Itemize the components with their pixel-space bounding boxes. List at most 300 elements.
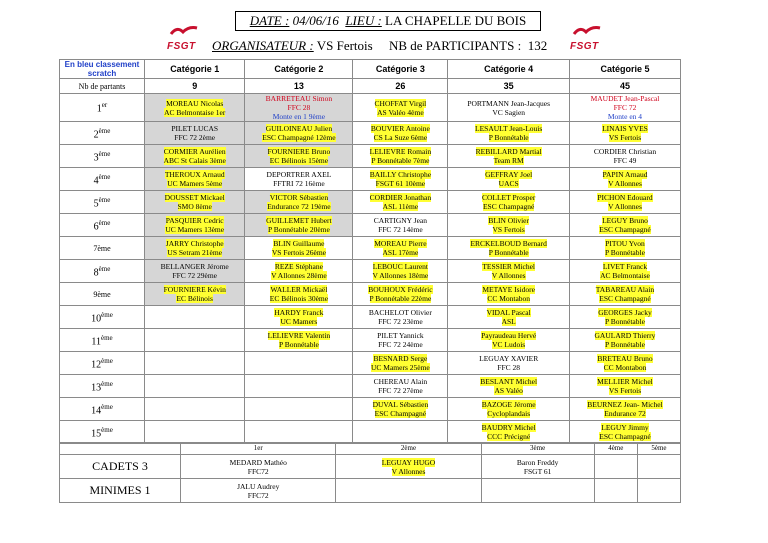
- rank-cell: [60, 260, 145, 283]
- rider-club: P Bonnétable: [488, 133, 529, 142]
- rider-club: P Bonnétable 20ème: [268, 225, 330, 234]
- rank-cell: [60, 191, 145, 214]
- rider-entry: [479, 354, 538, 372]
- partants-count: 26: [353, 79, 448, 94]
- rider-club: ESC Champagné: [374, 409, 427, 418]
- rider-entry: [171, 124, 218, 142]
- rider-entry: [374, 216, 427, 234]
- rider-name: GUILOINEAU Julien: [265, 124, 333, 133]
- rank-suffix: ème: [101, 425, 113, 434]
- rider-name: BAUDRY Michel: [481, 423, 536, 432]
- rider-club: VC Ludois: [492, 340, 526, 349]
- result-cell: [145, 94, 245, 122]
- rider-club: CS La Suze 6ème: [373, 133, 428, 142]
- results-row: [60, 260, 681, 283]
- result-cell: [569, 94, 680, 122]
- rider-name: FOURNIERE Bruno: [267, 147, 331, 156]
- rider-entry: [599, 216, 650, 234]
- result-cell: [569, 329, 680, 352]
- rider-name: BAZOGE Jérome: [481, 400, 536, 409]
- result-cell: [448, 122, 570, 145]
- rank-suffix: ème: [101, 356, 113, 365]
- rider-club: VS Fertois: [608, 133, 642, 142]
- rider-note: Monte en 4: [607, 112, 643, 121]
- rider-name: CORDIER Christian: [593, 147, 657, 156]
- rider-club: FFC72: [247, 466, 269, 476]
- rider-name: MOREAU Nicolas: [166, 98, 224, 108]
- result-cell: [353, 329, 448, 352]
- rider-club: FSGT 61: [523, 466, 552, 476]
- rank-number: 15: [91, 428, 102, 440]
- rider-entry: [470, 239, 546, 257]
- rider-name: ERCKELBOUD Bernard: [470, 239, 547, 248]
- rider-club: ABC St Calais 3ème: [163, 156, 226, 165]
- youth-result-cell: [181, 455, 336, 479]
- result-cell: [569, 398, 680, 421]
- result-cell: [145, 260, 245, 283]
- result-cell: [245, 94, 353, 122]
- rider-entry: [602, 124, 648, 142]
- result-cell: [353, 191, 448, 214]
- rider-entry: [237, 482, 279, 500]
- rank-cell: [60, 237, 145, 260]
- rider-name: BLIN Olivier: [488, 216, 529, 225]
- rider-club: US Setram 21ème: [167, 248, 222, 257]
- rider-entry: [594, 147, 656, 165]
- rider-entry: [596, 285, 654, 303]
- rider-club: P Bonnétable: [278, 340, 319, 349]
- logo-text: FSGT: [570, 41, 599, 52]
- place-header: 2ème: [336, 443, 481, 455]
- rider-entry: [165, 193, 225, 211]
- rider-entry: [482, 285, 535, 303]
- rider-entry: [598, 308, 652, 326]
- result-cell: [245, 283, 353, 306]
- youth-result-cell: [481, 479, 594, 503]
- result-cell: [569, 283, 680, 306]
- rank-cell: [60, 168, 145, 191]
- rider-entry: [597, 377, 653, 395]
- result-cell: [569, 122, 680, 145]
- result-cell: [448, 306, 570, 329]
- rider-name: PORTMANN Jean-Jacques: [467, 98, 550, 108]
- rider-name: THEROUX Arnaud: [164, 170, 225, 179]
- rider-name: GAULARD Thierry: [594, 331, 656, 340]
- rider-club: CC Montabon: [487, 294, 531, 303]
- rider-name: COLLET Prosper: [481, 193, 536, 202]
- rank-number: 14: [91, 405, 102, 417]
- rank-suffix: ème: [98, 126, 111, 135]
- rider-name: MELLIER Michel: [597, 377, 653, 386]
- rider-club: V Allonnes: [391, 466, 426, 476]
- result-cell: [353, 94, 448, 122]
- rider-club: CCC Précigné: [487, 432, 531, 441]
- rider-name: BESNARD Serge: [373, 354, 428, 363]
- rider-entry: [597, 193, 652, 211]
- rider-club: ASL 11ème: [382, 202, 419, 211]
- rider-club: Endurance 72: [604, 409, 646, 418]
- rider-name: LEGUAY HUGO: [381, 457, 436, 467]
- result-cell: [145, 145, 245, 168]
- rider-name: VIDAL Pascal: [486, 308, 531, 317]
- youth-row: [60, 455, 681, 479]
- header-organisateur: [212, 38, 547, 54]
- rider-name: PILET LUCAS: [171, 124, 219, 133]
- rider-entry: [271, 262, 327, 280]
- rider-name: LINAIS YVES: [602, 124, 648, 133]
- rank-number: 7ème: [93, 243, 111, 253]
- rider-entry: [266, 216, 331, 234]
- results-row: [60, 283, 681, 306]
- rider-entry: [370, 193, 431, 211]
- result-cell: [448, 398, 570, 421]
- rider-club: P Bonnétable: [605, 340, 645, 349]
- rider-entry: [382, 458, 435, 476]
- rider-club: ESC Champagné: [599, 225, 651, 234]
- rider-club: P Bonnétable: [605, 248, 645, 257]
- rider-entry: [373, 400, 429, 418]
- rider-club: ESC Champagné: [482, 202, 535, 211]
- rider-entry: [165, 170, 225, 188]
- org-label: ORGANISATEUR :: [212, 38, 314, 53]
- youth-result-cell: [481, 455, 594, 479]
- results-row: [60, 122, 681, 145]
- category-header: Catégorie 2: [245, 60, 353, 79]
- place-header: 1er: [181, 443, 336, 455]
- rider-club: VS Fertois: [608, 386, 642, 395]
- result-cell: [448, 145, 570, 168]
- partants-count: 13: [245, 79, 353, 94]
- rank-number: 6: [93, 221, 99, 233]
- results-row: [60, 352, 681, 375]
- rank-number: 3: [93, 152, 99, 164]
- header-date-lieu: [0, 11, 768, 31]
- rider-entry: [488, 216, 529, 234]
- rider-club: SMO 8ème: [177, 202, 212, 211]
- rank-suffix: er: [101, 101, 108, 110]
- rider-entry: [274, 308, 323, 326]
- rider-name: CHEREAU Alain: [373, 377, 428, 386]
- result-cell: [145, 398, 245, 421]
- rider-name: BOUVIER Antoine: [370, 124, 430, 133]
- result-cell: [145, 237, 245, 260]
- rider-entry: [267, 193, 330, 211]
- result-cell: [353, 237, 448, 260]
- result-cell: [145, 191, 245, 214]
- rider-name: DEPORTRER AXEL: [266, 170, 332, 179]
- rider-name: MOREAU Pierre: [374, 239, 427, 248]
- rider-name: BARRETEAU Simon: [265, 94, 333, 103]
- rider-name: LEGUAY XAVIER: [479, 354, 539, 363]
- result-cell: [448, 94, 570, 122]
- result-cell: [353, 260, 448, 283]
- rider-name: DOUSSET Mickael: [164, 193, 225, 202]
- rider-club: UC Mamers 25ème: [371, 363, 430, 372]
- result-cell: [145, 352, 245, 375]
- rider-entry: [597, 354, 652, 372]
- results-table-body: [60, 60, 681, 444]
- rider-club: UC Mamers 5ème: [167, 179, 223, 188]
- rider-entry: [482, 423, 536, 441]
- partants-count: 9: [145, 79, 245, 94]
- rider-entry: [268, 147, 331, 165]
- lieu-label: LIEU :: [345, 13, 382, 28]
- rank-suffix: ème: [101, 310, 113, 319]
- result-cell: [353, 352, 448, 375]
- partants-label: Nb de partants: [60, 79, 145, 94]
- category-header: Catégorie 1: [145, 60, 245, 79]
- rider-entry: [487, 308, 531, 326]
- rider-name: GEFFRAY Joel: [485, 170, 533, 179]
- result-cell: [353, 122, 448, 145]
- youth-table-body: [60, 443, 681, 503]
- result-cell: [245, 260, 353, 283]
- result-cell: [448, 283, 570, 306]
- results-row: [60, 94, 681, 122]
- results-row: [60, 168, 681, 191]
- rider-club: FFC 72 2ème: [174, 133, 216, 142]
- rider-club: P Bonnétable 7ème: [371, 156, 430, 165]
- rider-club: AC Belmontaise 1er: [164, 107, 226, 117]
- rank-suffix: ème: [100, 333, 113, 342]
- rider-entry: [482, 193, 535, 211]
- result-cell: [448, 168, 570, 191]
- header-box: [235, 11, 542, 31]
- rider-name: BACHELOT Olivier: [368, 308, 432, 317]
- rank-number: 11: [91, 336, 101, 348]
- rider-club: FFC72: [247, 490, 269, 500]
- rider-club: ESC Champagné: [599, 432, 651, 441]
- rider-name: LEGUY Jimmy: [601, 423, 649, 432]
- rider-entry: [485, 170, 532, 188]
- rider-name: DUVAL Sébastien: [372, 400, 429, 409]
- result-cell: [245, 375, 353, 398]
- rider-name: PASQUIER Cedric: [165, 216, 224, 225]
- org-value: VS Fertois: [316, 38, 373, 53]
- rider-name: JARRY Christophe: [165, 239, 224, 248]
- rider-entry: [475, 124, 542, 142]
- rider-name: CARTIGNY Jean: [373, 216, 428, 225]
- category-header-row: [60, 60, 681, 79]
- category-header: Catégorie 5: [569, 60, 680, 79]
- rider-entry: [517, 458, 558, 476]
- result-cell: [245, 306, 353, 329]
- rider-name: BLIN Guillaume: [273, 239, 325, 248]
- youth-result-cell: [594, 455, 637, 479]
- logo-text: FSGT: [167, 41, 196, 52]
- rider-club: FFC 49: [613, 156, 637, 165]
- result-cell: [245, 398, 353, 421]
- rider-entry: [164, 99, 225, 117]
- rider-entry: [266, 94, 332, 121]
- rider-name: BEURNEZ Jean- Michel: [587, 400, 663, 409]
- result-cell: [245, 122, 353, 145]
- rider-name: CHOFFAT Virgil: [374, 98, 427, 108]
- result-cell: [448, 421, 570, 444]
- rider-name: METAYE Isidore: [482, 285, 535, 294]
- results-row: [60, 329, 681, 352]
- rank-number: 12: [91, 359, 102, 371]
- result-cell: [245, 214, 353, 237]
- rider-entry: [481, 331, 536, 349]
- rider-club: FFC 72: [613, 103, 637, 112]
- rider-club: AC Belmontaise: [600, 271, 650, 280]
- rider-entry: [595, 331, 656, 349]
- lieu-value: LA CHAPELLE DU BOIS: [385, 13, 527, 28]
- youth-places-row: [60, 443, 681, 455]
- rank-cell: [60, 122, 145, 145]
- rider-name: PITOU Yvon: [605, 239, 645, 248]
- rider-club: EC Bélinois: [176, 294, 213, 303]
- results-table: [59, 59, 681, 444]
- rank-number: 5: [93, 198, 99, 210]
- result-cell: [353, 306, 448, 329]
- rank-cell: [60, 145, 145, 168]
- result-cell: [245, 421, 353, 444]
- rider-name: BAILLY Christophe: [369, 170, 432, 179]
- result-cell: [569, 352, 680, 375]
- rider-club: FFC 72 27ème: [378, 386, 423, 395]
- nb-label: NB de PARTICIPANTS :: [388, 38, 522, 53]
- rank-number: 9ème: [93, 289, 111, 299]
- rider-entry: [374, 377, 428, 395]
- result-cell: [245, 329, 353, 352]
- rider-name: PAPIN Arnaud: [602, 170, 648, 179]
- place-header: 5ème: [637, 443, 680, 455]
- rider-club: AS Valéo 4ème: [377, 107, 424, 117]
- result-cell: [448, 352, 570, 375]
- rider-entry: [161, 262, 229, 280]
- rider-entry: [371, 124, 430, 142]
- result-cell: [353, 283, 448, 306]
- rider-club: Team RM: [493, 156, 524, 165]
- rider-club: ASL: [501, 317, 516, 326]
- result-cell: [569, 191, 680, 214]
- date-value: 04/06/16: [292, 13, 339, 28]
- rider-club: ESC Champagné 12ème: [262, 133, 336, 142]
- rider-note: Monte en 1 9ème: [272, 112, 326, 121]
- rank-cell: [60, 283, 145, 306]
- result-cell: [353, 145, 448, 168]
- result-cell: [448, 375, 570, 398]
- youth-result-cell: [594, 479, 637, 503]
- rank-suffix: ème: [98, 149, 111, 158]
- rank-number: 10: [91, 313, 102, 325]
- result-cell: [145, 168, 245, 191]
- rider-club: V Allonnes 18ème: [372, 271, 429, 280]
- youth-result-cell: [637, 455, 680, 479]
- rider-club: V Allonnes: [608, 179, 642, 188]
- rider-name: Payraudeau Hervé: [481, 331, 537, 340]
- rider-entry: [476, 147, 542, 165]
- results-row: [60, 237, 681, 260]
- result-cell: [353, 398, 448, 421]
- results-row: [60, 214, 681, 237]
- results-row: [60, 306, 681, 329]
- rider-name: LIVET Franck: [602, 262, 648, 271]
- result-cell: [145, 214, 245, 237]
- rider-name: VICTOR Sébastien: [269, 193, 329, 202]
- rider-name: BELLANGER Jérome: [160, 262, 229, 271]
- result-cell: [569, 306, 680, 329]
- result-cell: [245, 191, 353, 214]
- rider-entry: [587, 400, 662, 418]
- youth-corner: [60, 443, 181, 455]
- result-cell: [569, 145, 680, 168]
- rider-club: Endurance 72 19ème: [267, 202, 331, 211]
- rider-entry: [164, 285, 226, 303]
- results-row: [60, 145, 681, 168]
- rank-suffix: ème: [101, 402, 113, 411]
- rider-entry: [605, 239, 645, 257]
- rider-name: FOURNIERE Kévin: [163, 285, 226, 294]
- result-cell: [245, 168, 353, 191]
- result-cell: [569, 421, 680, 444]
- rider-club: FFC 72 24ème: [378, 340, 423, 349]
- rider-name: LELIEVRE Valentin: [267, 331, 331, 340]
- youth-category-label: CADETS 3: [60, 455, 181, 479]
- result-cell: [448, 191, 570, 214]
- rider-club: CC Montabon: [603, 363, 647, 372]
- rider-entry: [482, 400, 536, 418]
- rank-number: 4: [93, 175, 99, 187]
- rank-suffix: ème: [98, 195, 111, 204]
- results-row: [60, 375, 681, 398]
- result-cell: [448, 260, 570, 283]
- results-row: [60, 398, 681, 421]
- rider-club: P Bonnétable 22ème: [369, 294, 432, 303]
- rider-name: REBILLARD Martial: [475, 147, 542, 156]
- rider-entry: [375, 99, 427, 117]
- youth-row: [60, 479, 681, 503]
- category-header: Catégorie 3: [353, 60, 448, 79]
- rider-name: GEORGES Jacky: [598, 308, 652, 317]
- youth-result-cell: [181, 479, 336, 503]
- rider-club: FFTRI 72 16ème: [273, 179, 325, 188]
- rank-cell: [60, 329, 145, 352]
- rider-club: Cycloplandais: [487, 409, 531, 418]
- rank-cell: [60, 421, 145, 444]
- rank-number: 8: [93, 267, 99, 279]
- rider-name: LEGUY Bruno: [602, 216, 648, 225]
- rider-club: P Bonnétable: [488, 248, 529, 257]
- place-header: 3ème: [481, 443, 594, 455]
- youth-result-cell: [336, 479, 481, 503]
- rider-entry: [374, 239, 426, 257]
- rider-name: BESLANT Michel: [480, 377, 538, 386]
- result-cell: [448, 329, 570, 352]
- rider-entry: [368, 285, 432, 303]
- rider-name: REZE Stéphane: [274, 262, 323, 271]
- rider-entry: [591, 94, 660, 121]
- rider-entry: [371, 354, 430, 372]
- rank-cell: [60, 214, 145, 237]
- result-cell: [569, 237, 680, 260]
- rider-name: LESAULT Jean-Louis: [475, 124, 543, 133]
- rider-entry: [270, 285, 328, 303]
- rider-entry: [369, 308, 432, 326]
- rider-entry: [603, 170, 648, 188]
- rider-name: BOUHOUX Frédéric: [368, 285, 433, 294]
- result-cell: [145, 375, 245, 398]
- youth-category-label: MINIMES 1: [60, 479, 181, 503]
- rider-club: VS Fertois 26ème: [271, 248, 326, 257]
- rank-cell: [60, 375, 145, 398]
- result-cell: [145, 329, 245, 352]
- rider-club: FFC 72 29ème: [172, 271, 217, 280]
- rider-club: UACS: [498, 179, 519, 188]
- rider-entry: [370, 147, 431, 165]
